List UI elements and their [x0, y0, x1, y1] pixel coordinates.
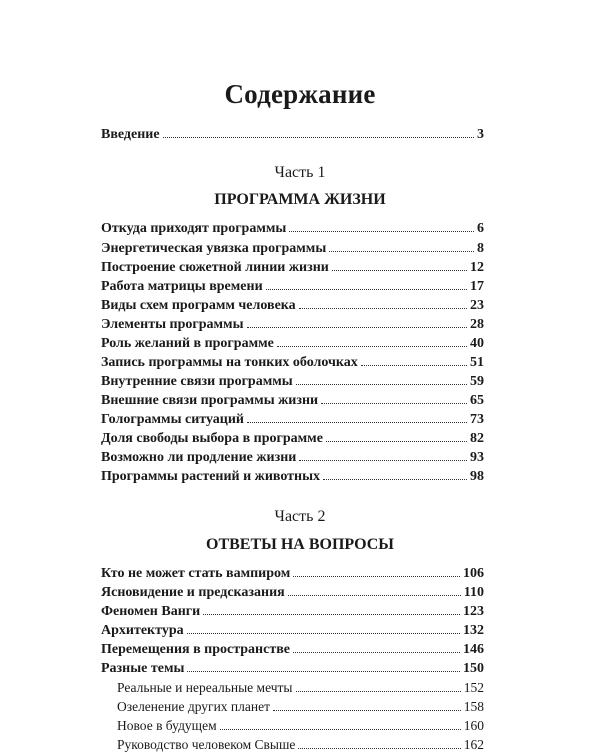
toc-entry-page: 98 [470, 469, 484, 484]
toc-entry-title: Построение сюжетной линии жизни [101, 260, 329, 275]
dot-leader [247, 422, 467, 423]
toc-entry-title: Внешние связи программы жизни [101, 393, 319, 408]
toc-entry-title: Перемещения в пространстве [101, 642, 290, 657]
dot-leader [296, 691, 461, 692]
toc-entry-title: Ясновидение и предсказания [101, 585, 285, 600]
toc-entry[interactable] [101, 602, 484, 622]
toc-entry-title: Работа матрицы времени [101, 279, 263, 294]
dot-leader [329, 251, 474, 252]
toc-entry-title: Голограммы ситуаций [101, 412, 244, 427]
toc-entry-page: 51 [470, 355, 484, 370]
toc-entry-page: 12 [470, 260, 484, 275]
toc-entry-title: Роль желаний в программе [101, 336, 274, 351]
toc-entry-title: Феномен Ванги [101, 604, 201, 619]
toc-entry-title: Введение [101, 127, 160, 142]
toc-entry[interactable] [101, 391, 484, 411]
dot-leader [163, 137, 474, 138]
dot-leader [299, 308, 467, 309]
toc-entry-page: 158 [463, 699, 484, 714]
toc-entry-page: 6 [477, 221, 484, 236]
toc-entry[interactable] [101, 296, 484, 316]
dot-leader [247, 327, 467, 328]
toc-entry-title: Разные темы [101, 661, 185, 676]
page-title: Содержание [224, 79, 376, 109]
toc-entry[interactable] [101, 429, 484, 449]
dot-leader [289, 231, 474, 232]
dot-leader [293, 576, 460, 577]
toc-entry-page: 40 [470, 336, 484, 351]
toc-entry-page: 65 [470, 393, 484, 408]
toc-entry-page: 160 [463, 718, 484, 733]
toc-subentry[interactable] [117, 716, 484, 736]
toc-entry-page: 93 [470, 450, 484, 465]
toc-entry[interactable] [101, 410, 484, 430]
dot-leader [277, 346, 467, 347]
part2-label: Часть 2 [274, 508, 326, 525]
dot-leader [323, 479, 467, 480]
toc-entry-title: Новое в будущем [117, 718, 217, 733]
part1-label: Часть 1 [274, 164, 326, 181]
toc-entry-page: 17 [470, 279, 484, 294]
toc-entry-title: Запись программы на тонких оболочках [101, 355, 358, 370]
toc-entry[interactable] [101, 467, 484, 487]
toc-entry-title: Энергетическая увязка программы [101, 241, 327, 256]
dot-leader [332, 270, 467, 271]
dot-leader [326, 441, 467, 442]
toc-entry-page: 162 [463, 737, 484, 752]
toc-entry-title: Руководство человеком Свыше [117, 737, 296, 752]
dot-leader [288, 595, 461, 596]
toc-entry-page: 106 [463, 566, 484, 581]
toc-entry[interactable] [101, 277, 484, 297]
toc-entry-title: Виды схем программ человека [101, 298, 296, 313]
toc-entry-intro[interactable] [101, 125, 484, 145]
toc-subentry[interactable] [117, 735, 484, 755]
dot-leader [296, 384, 467, 385]
toc-entry-page: 8 [477, 241, 484, 256]
dot-leader [203, 614, 460, 615]
toc-entry-page: 110 [463, 585, 484, 600]
part1-title: ПРОГРАММА ЖИЗНИ [214, 191, 386, 208]
part2-title: ОТВЕТЫ НА ВОПРОСЫ [206, 536, 394, 553]
toc-subentry[interactable] [117, 697, 484, 717]
toc-entry[interactable] [101, 564, 484, 584]
toc-entry-title: Откуда приходят программы [101, 221, 287, 236]
dot-leader [220, 729, 461, 730]
dot-leader [187, 671, 460, 672]
dot-leader [299, 460, 467, 461]
toc-entry[interactable] [101, 353, 484, 373]
toc-entry-title: Внутренние связи программы [101, 374, 293, 389]
dot-leader [361, 365, 467, 366]
toc-entry[interactable] [101, 640, 484, 660]
toc-entry[interactable] [101, 621, 484, 641]
toc-entry-page: 59 [470, 374, 484, 389]
toc-entry[interactable] [101, 372, 484, 392]
toc-entry-title: Возможно ли продление жизни [101, 450, 297, 465]
dot-leader [321, 403, 467, 404]
toc-entry-title: Кто не может стать вампиром [101, 566, 291, 581]
toc-entry-title: Реальные и нереальные мечты [117, 680, 293, 695]
toc-entry[interactable] [101, 659, 484, 679]
toc-entry[interactable] [101, 239, 484, 259]
toc-entry-page: 123 [463, 604, 484, 619]
toc-entry[interactable] [101, 315, 484, 335]
dot-leader [266, 289, 467, 290]
toc-entry[interactable] [101, 583, 484, 603]
toc-entry[interactable] [101, 448, 484, 468]
dot-leader [298, 748, 460, 749]
toc-entry-title: Программы растений и животных [101, 469, 321, 484]
toc-entry-page: 146 [463, 642, 484, 657]
toc-entry-title: Озеленение других планет [117, 699, 270, 714]
toc-entry-page: 3 [477, 127, 484, 142]
dot-leader [293, 652, 460, 653]
dot-leader [273, 710, 461, 711]
toc-entry-page: 152 [463, 680, 484, 695]
toc-entry-title: Архитектура [101, 623, 184, 638]
toc-entry-page: 23 [470, 298, 484, 313]
toc-entry[interactable] [101, 219, 484, 239]
dot-leader [187, 633, 460, 634]
toc-entry-page: 82 [470, 431, 484, 446]
toc-subentry[interactable] [117, 678, 484, 698]
toc-entry-page: 73 [470, 412, 484, 427]
toc-entry-page: 150 [463, 661, 484, 676]
toc-entry[interactable] [101, 258, 484, 278]
toc-entry-page: 28 [470, 317, 484, 332]
toc-entry-title: Доля свободы выбора в программе [101, 431, 323, 446]
toc-entry-title: Элементы программы [101, 317, 244, 332]
toc-entry-page: 132 [463, 623, 484, 638]
toc-entry[interactable] [101, 334, 484, 354]
